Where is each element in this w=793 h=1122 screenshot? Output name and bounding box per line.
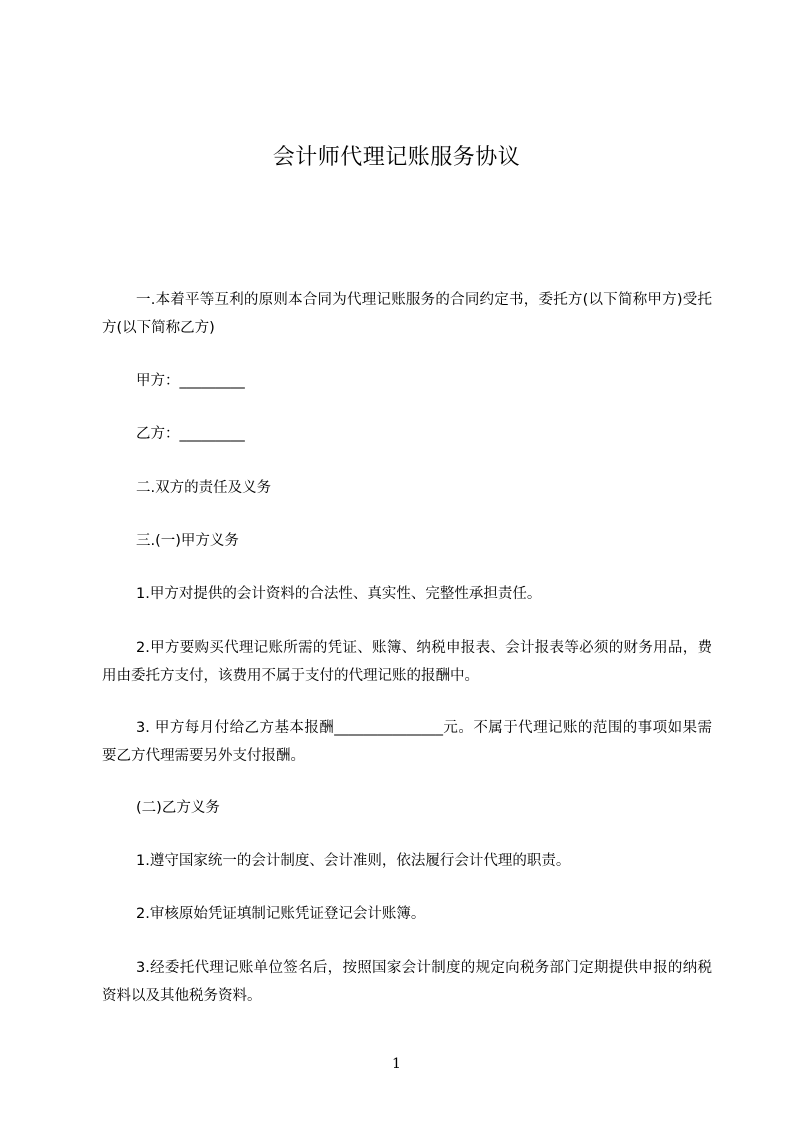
party-a-duty-1: 1.甲方对提供的会计资料的合法性、真实性、完整性承担责任。 xyxy=(136,586,542,602)
document-title: 会计师代理记账服务协议 xyxy=(272,145,521,170)
party-a-duty-2: 2.甲方要购买代理记账所需的凭证、账簿、纳税申报表、会计报表等必须的财务用品，费用由委托方支付，该费用不属于支付的代理记账的报酬中。 xyxy=(102,640,712,684)
party-b-duty-3: 3.经委托代理记账单位签名后，按照国家会计制度的规定向税务部门定期提供申报的纳税资料以及其他税务资料。 xyxy=(102,960,712,1004)
page-number: 1 xyxy=(392,1056,401,1072)
party-b-line: 乙方：_________ xyxy=(136,426,245,442)
paragraph-intro: 一.本着平等互利的原则本合同为代理记账服务的合同约定书，委托方(以下简称甲方)受托方(以下简称乙方) xyxy=(102,292,712,336)
section-heading-party-b-duties: (二)乙方义务 xyxy=(136,800,220,816)
party-a-line: 甲方：_________ xyxy=(136,373,245,389)
party-b-duty-1: 1.遵守国家统一的会计制度、会计准则，依法履行会计代理的职责。 xyxy=(136,853,571,869)
party-b-duty-2: 2.审核原始凭证填制记账凭证登记会计账簿。 xyxy=(136,906,426,922)
section-heading-party-a-duties: 三.(一)甲方义务 xyxy=(136,533,239,549)
section-heading-responsibilities: 二.双方的责任及义务 xyxy=(136,480,272,496)
party-a-duty-3: 3. 甲方每月付给乙方基本报酬_______________元。不属于代理记账的范围的事项如果需要乙方代理需要另外支付报酬。 xyxy=(102,720,712,764)
